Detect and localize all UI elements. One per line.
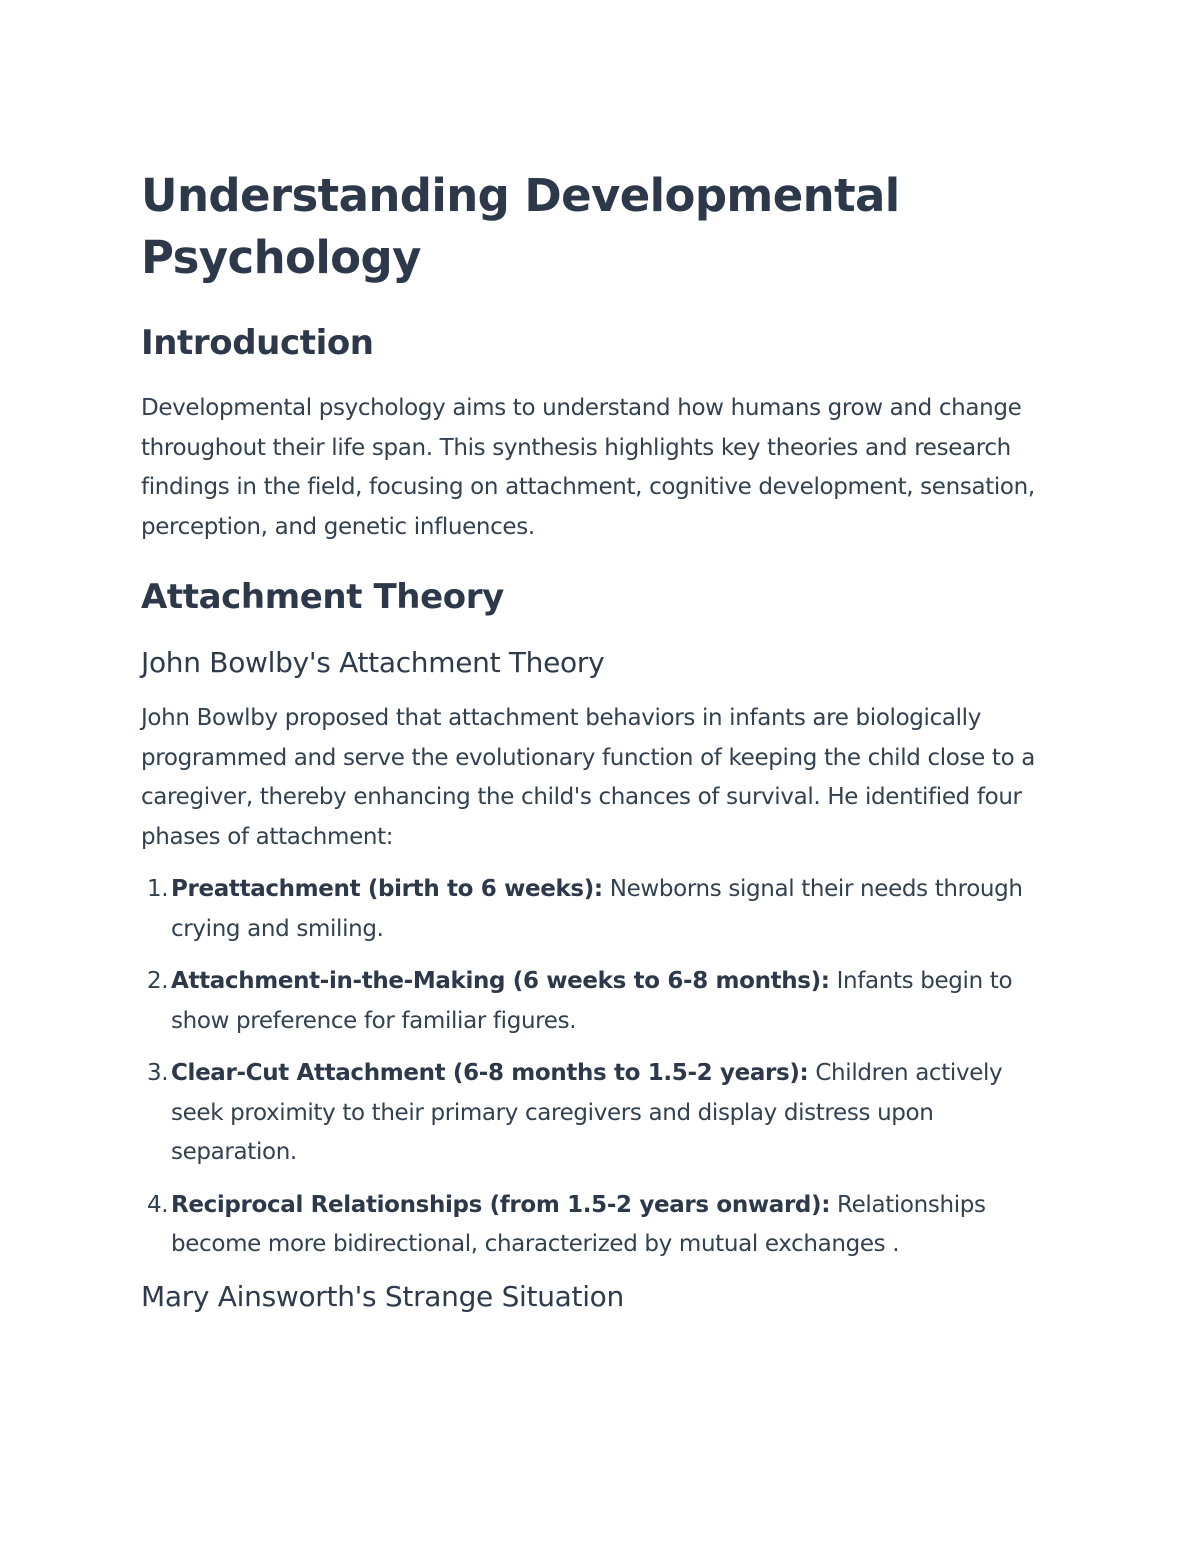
- attachment-theory-heading: Attachment Theory: [141, 577, 504, 617]
- list-item: [141, 1186, 1056, 1265]
- introduction-paragraph: Developmental psychology aims to understand how humans grow and change throughout their life span. This synthesis highlights key theories and research findings in the field, focusing on attachment, cognitive development, sensation, perception, and genetic influences.: [141, 395, 1035, 540]
- attachment-phases-list: [141, 870, 1056, 1265]
- ainsworth-subheading: Mary Ainsworth's Strange Situation: [141, 1279, 624, 1313]
- bowlby-subheading: John Bowlby's Attachment Theory: [141, 646, 605, 679]
- list-item-number: 2.: [147, 968, 169, 994]
- bowlby-paragraph: John Bowlby proposed that attachment behaviors in infants are biologically programmed and serve the evolutionary function of keeping the child close to a caregiver, thereby enhancing the child's chances of survival. He identified four phases of attachment:: [141, 705, 1036, 850]
- list-item-label: Clear-Cut Attachment (6-8 months to 1.5-2 years):: [171, 1060, 809, 1086]
- list-item: [141, 962, 1056, 1041]
- list-item-text: Infants begin to show preference for familiar figures.: [171, 968, 1013, 1034]
- list-item-text: Children actively seek proximity to their primary caregivers and display distress upon separation.: [171, 1060, 1003, 1165]
- list-item-number: 3.: [147, 1060, 169, 1086]
- list-item: [141, 1054, 1056, 1173]
- introduction-heading: Introduction: [141, 323, 374, 363]
- document-page: [141, 165, 1056, 1316]
- list-item-text: Relationships become more bidirectional, characterized by mutual exchanges .: [171, 1191, 986, 1257]
- list-item-label: Preattachment (birth to 6 weeks):: [171, 876, 603, 902]
- list-item-number: 4.: [147, 1191, 169, 1218]
- list-item-label: Reciprocal Relationships (from 1.5-2 years onward):: [171, 1191, 831, 1218]
- document-title: Understanding Developmental Psychology: [141, 169, 900, 284]
- list-item-number: 1.: [147, 876, 169, 902]
- list-item: [141, 870, 1056, 949]
- list-item-text: Newborns signal their needs through crying and smiling.: [171, 876, 1023, 942]
- list-item-label: Attachment-in-the-Making (6 weeks to 6-8 months):: [171, 968, 830, 994]
